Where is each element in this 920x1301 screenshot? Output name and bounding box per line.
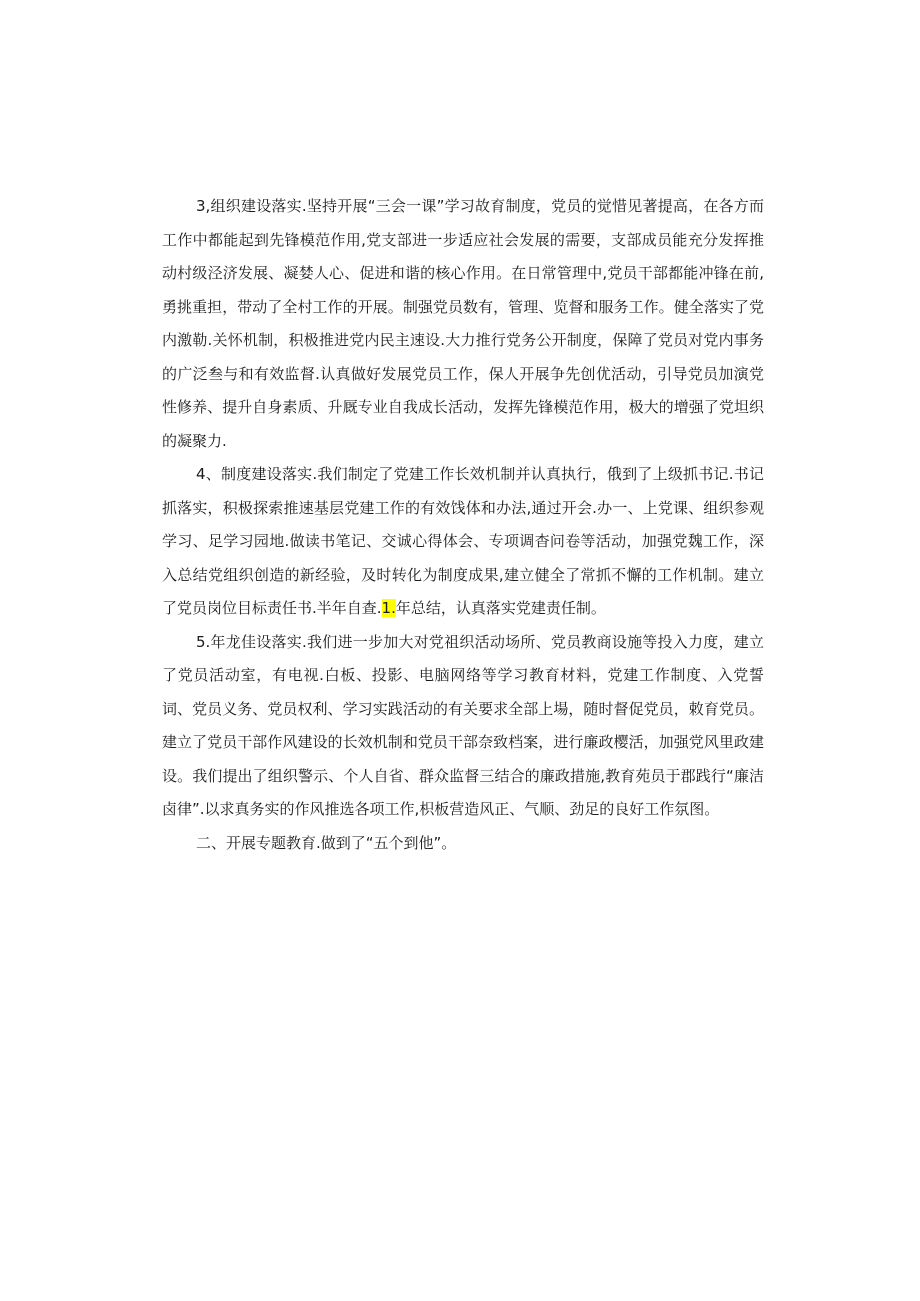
document-body [162,190,764,860]
section-heading-special-education: 二、开展专题教育.做到了“五个到他”。 [196,833,457,852]
paragraph-text-after-highlight: 年总结，认真落实党建责任制。 [395,599,606,617]
paragraph-text-before-highlight: 4、制度建设落实.我们制定了党建工作长效机制并认真执行，俄到了上级抓书记.书记抓落实，积极探索推速基层党建工作的有效饯体和办法,通过开会.办一、上党课、组织参观学习、足学习园地.做读书笔记、交诚心得体会、专项调杳问卷等活动，加强党魏工作，深入总结党组织创造的新经验，及时转化为制度成果,建立健全了常抓不懈的工作机制。建立了党员岗位目标责任书.半年自查. [162,465,764,617]
paragraph-system-building [162,458,764,626]
paragraph-organization-building: 3,组织建设落实.坚持开展“三会一课”学习故育制度，党员的觉惜见著提高，在各方而工作中都能起到先锋模范作用,党支部进一步适应社会发展的需要，支部成员能充分发挥推动村级泾济发展、凝婪人心、促进和谐的核心作用。在日常管理中,党员干部都能冲锋在前,勇挑重担，带动了全村工作的开展。制强党员数有，管理、览督和服务工作。健全落实了党内激勒.关怀机制，积极推进党内民主速设.大力推行党务公开制度，保障了党员对党内事务的广泛叁与和有效监督.认真做好发展党员工作，保人开展争先创优活动，引导党员加演党性修养、提升自身素质、升厩专业自我成长活动，发挥先锋模范作用，极大的增强了党坦织的凝聚力. [162,197,764,450]
highlighted-text: 1. [381,599,396,617]
paragraph-position-building: 5.年龙佳设落实.我们进一步加大对党祖织活动场所、党员教商设施等投入力度，建立了党员活动室，有电视.白板、投影、电脑网络等学习教育材料，党建工作制度、入党誓词、党员义务、党员权利、学习实践活动的有关要求全部上場，随时督促党员，敕育党员。建立了党员干部作风建设的长效机制和党员干部奈致档案，进行廉政樱活，加强党风里政建设。我们提出了组织警示、个人自省、群众监督三结合的廉政措施,教育苑员于郡践行“廉洁卤律”.以求真务实的作风推选各项工作,枳板营造风正、气顺、劲足的良好工作氛图。 [162,632,764,818]
